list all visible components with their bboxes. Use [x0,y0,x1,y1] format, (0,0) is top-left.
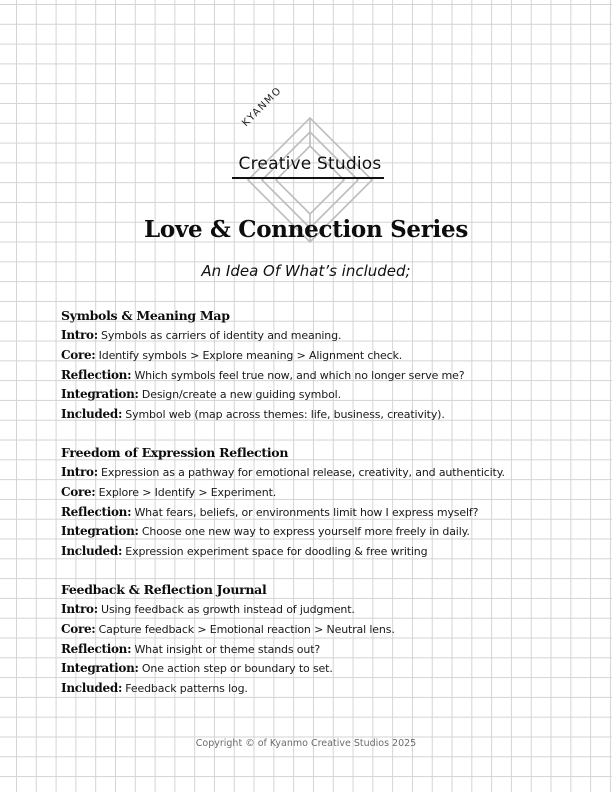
section-row [61,346,591,366]
section-row [61,463,591,483]
row-text: Feedback patterns log. [125,682,248,696]
row-label: Integration: [61,661,139,676]
page-subtitle: An Idea Of What’s included; [201,262,411,280]
section-row [61,542,591,562]
row-text: Expression experiment space for doodling & free writing [125,545,428,559]
logo-underline [232,177,384,179]
section-row [61,600,591,620]
row-label: Intro: [61,328,98,342]
section-freedom-of-expression [61,443,591,562]
row-text: What fears, beliefs, or environments limit how I express myself? [134,505,479,519]
section-row [61,659,591,679]
row-label: Intro: [61,601,98,616]
copyright-footer: Copyright © of Kyanmo Creative Studios 2025 [195,738,417,749]
section-title: Feedback & Reflection Journal [61,581,267,597]
row-text: Symbol web (map across themes: life, business, creativity). [125,408,445,422]
row-text: Which symbols feel true now, and which no longer serve me? [134,368,465,382]
series-content [61,306,591,717]
section-title: Symbols & Meaning Map [61,308,230,323]
section-row [61,405,591,425]
section-row [61,522,591,542]
row-label: Integration: [61,387,139,402]
section-row [61,640,591,660]
row-label: Core: [61,484,96,499]
section-row [61,503,591,523]
row-label: Intro: [61,464,98,479]
row-text: Using feedback as growth instead of judgment. [101,602,355,616]
section-symbols-meaning-map [61,306,591,425]
row-text: Identify symbols > Explore meaning > Alignment check. [98,348,403,362]
row-text: Expression as a pathway for emotional release, creativity, and authenticity. [101,465,505,479]
row-label: Core: [61,347,96,362]
row-text: Design/create a new guiding symbol. [141,388,341,402]
section-title: Freedom of Expression Reflection [61,444,289,460]
logo-main-text: Creative Studios [238,154,382,174]
page-title: Love & Connection Series [144,216,468,243]
row-label: Reflection: [61,504,132,519]
row-label: Reflection: [61,367,132,382]
logo-top-text: KYANMO [240,84,285,129]
section-feedback-reflection-journal [61,580,591,699]
row-label: Included: [61,681,123,696]
row-label: Included: [61,407,123,422]
row-label: Integration: [61,524,139,539]
row-text: Explore > Identify > Experiment. [98,485,277,499]
section-row [61,385,591,405]
row-label: Included: [61,544,123,559]
row-text: Capture feedback > Emotional reaction > Neutral lens. [98,622,395,636]
row-text: Choose one new way to express yourself more freely in daily. [141,525,470,539]
section-row [61,483,591,503]
section-row [61,326,591,346]
section-row [61,679,591,699]
row-label: Core: [61,621,96,636]
row-text: Symbols as carriers of identity and meaning. [101,329,342,342]
section-row [61,366,591,386]
row-text: One action step or boundary to set. [141,662,333,676]
row-label: Reflection: [61,641,132,656]
section-row [61,620,591,640]
row-text: What insight or theme stands out? [134,642,321,656]
